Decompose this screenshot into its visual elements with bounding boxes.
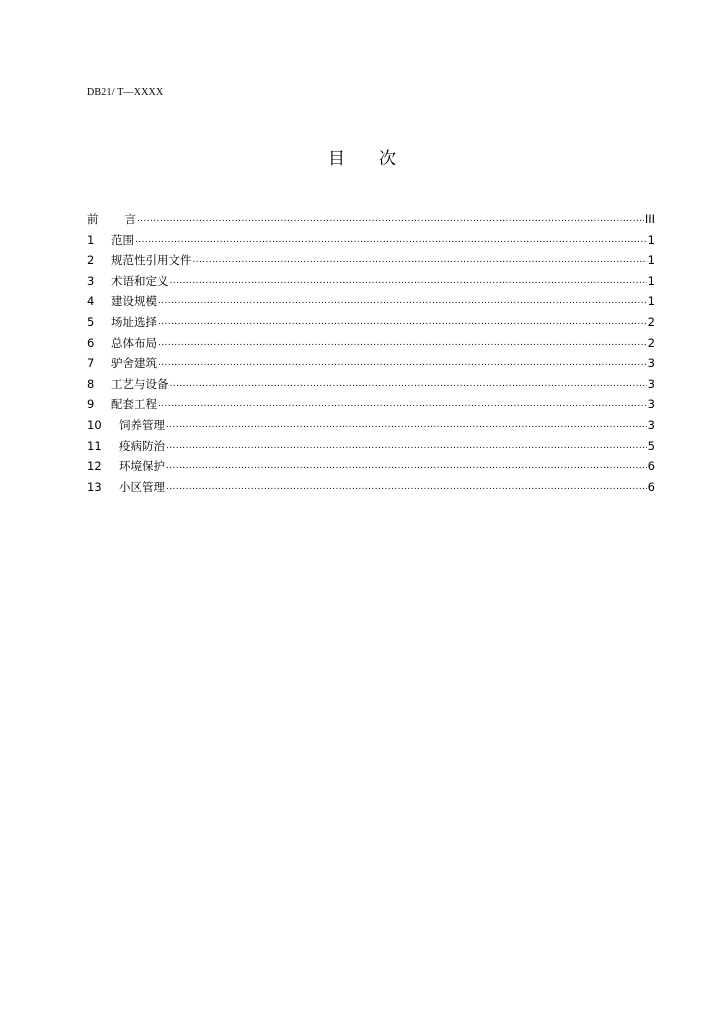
toc-entry-page: 6 bbox=[647, 479, 655, 494]
toc-entry-preface[interactable] bbox=[87, 211, 655, 232]
toc-entry-label: 规范性引用文件 bbox=[111, 253, 192, 268]
toc-entry-label: 建设规模 bbox=[111, 294, 157, 309]
toc-entry-label bbox=[87, 211, 136, 227]
toc-dot-leader bbox=[170, 376, 647, 388]
toc-entry[interactable] bbox=[87, 273, 655, 294]
toc-entry-number: 1 bbox=[87, 232, 95, 247]
toc-entry[interactable] bbox=[87, 458, 655, 479]
toc-entry-number: 7 bbox=[87, 356, 95, 371]
toc-entry-number: 13 bbox=[87, 479, 102, 494]
toc-dot-leader bbox=[135, 232, 647, 244]
toc-title-char-2: 次 bbox=[379, 149, 396, 169]
toc-entry-number: 2 bbox=[87, 253, 95, 268]
toc-dot-leader bbox=[158, 293, 647, 305]
toc-entry-number: 12 bbox=[87, 459, 102, 474]
toc-dot-leader bbox=[166, 438, 647, 450]
toc-entry-number: 10 bbox=[87, 417, 102, 432]
toc-dot-leader bbox=[137, 211, 644, 223]
toc-entry-label: 疫病防治 bbox=[119, 438, 165, 453]
toc-entry-number: 6 bbox=[87, 335, 95, 350]
toc-entry-label: 总体布局 bbox=[111, 335, 157, 350]
toc-dot-leader bbox=[158, 335, 647, 347]
toc-entry-page: 1 bbox=[647, 294, 655, 309]
toc-entry[interactable] bbox=[87, 314, 655, 335]
toc-dot-leader bbox=[166, 479, 647, 491]
toc-entry[interactable] bbox=[87, 479, 655, 500]
toc-entry-page: 1 bbox=[647, 253, 655, 268]
toc-list bbox=[87, 211, 655, 499]
toc-entry-page: 5 bbox=[647, 438, 655, 453]
toc-entry-page: 6 bbox=[647, 459, 655, 474]
toc-entry[interactable] bbox=[87, 396, 655, 417]
preface-char-1: 前 bbox=[87, 212, 99, 226]
toc-entry-label: 小区管理 bbox=[119, 479, 165, 494]
toc-entry-label: 范围 bbox=[111, 232, 134, 247]
toc-entry[interactable] bbox=[87, 438, 655, 459]
toc-entry[interactable] bbox=[87, 293, 655, 314]
toc-title-char-1: 目 bbox=[328, 149, 345, 169]
toc-entry-page: 3 bbox=[647, 376, 655, 391]
toc-entry-number: 5 bbox=[87, 314, 95, 329]
toc-entry[interactable] bbox=[87, 232, 655, 253]
toc-entry[interactable] bbox=[87, 335, 655, 356]
toc-entry-number: 8 bbox=[87, 376, 95, 391]
toc-entry-label: 术语和定义 bbox=[111, 273, 169, 288]
toc-entry-page: 2 bbox=[647, 335, 655, 350]
toc-entry[interactable] bbox=[87, 417, 655, 438]
toc-entry-label: 工艺与设备 bbox=[111, 376, 169, 391]
toc-dot-leader bbox=[158, 314, 647, 326]
document-code-header: DB21/ T—XXXX bbox=[87, 87, 164, 98]
toc-entry-number: 9 bbox=[87, 397, 95, 412]
toc-entry[interactable] bbox=[87, 252, 655, 273]
toc-entry-page: 3 bbox=[647, 417, 655, 432]
toc-dot-leader bbox=[158, 355, 647, 367]
toc-entry-number: 11 bbox=[87, 438, 102, 453]
toc-entry-label: 饲养管理 bbox=[119, 417, 165, 432]
toc-entry-page: 1 bbox=[647, 232, 655, 247]
toc-dot-leader bbox=[166, 417, 647, 429]
toc-dot-leader bbox=[170, 273, 647, 285]
toc-entry[interactable] bbox=[87, 355, 655, 376]
toc-title bbox=[0, 147, 724, 171]
toc-entry-page: 1 bbox=[647, 273, 655, 288]
toc-entry-label: 配套工程 bbox=[111, 397, 157, 412]
toc-entry-label: 环境保护 bbox=[119, 459, 165, 474]
toc-dot-leader bbox=[193, 252, 647, 264]
toc-dot-leader bbox=[166, 458, 647, 470]
toc-entry-page: 2 bbox=[647, 314, 655, 329]
toc-entry-label: 场址选择 bbox=[111, 314, 157, 329]
toc-entry-number: 3 bbox=[87, 273, 95, 288]
toc-dot-leader bbox=[158, 396, 647, 408]
toc-entry-number: 4 bbox=[87, 294, 95, 309]
toc-entry-page: 3 bbox=[647, 397, 655, 412]
toc-entry-label: 驴舍建筑 bbox=[111, 356, 157, 371]
toc-entry[interactable] bbox=[87, 376, 655, 397]
toc-entry-page: III bbox=[644, 212, 655, 226]
preface-char-2: 言 bbox=[124, 212, 136, 226]
toc-entry-page: 3 bbox=[647, 356, 655, 371]
